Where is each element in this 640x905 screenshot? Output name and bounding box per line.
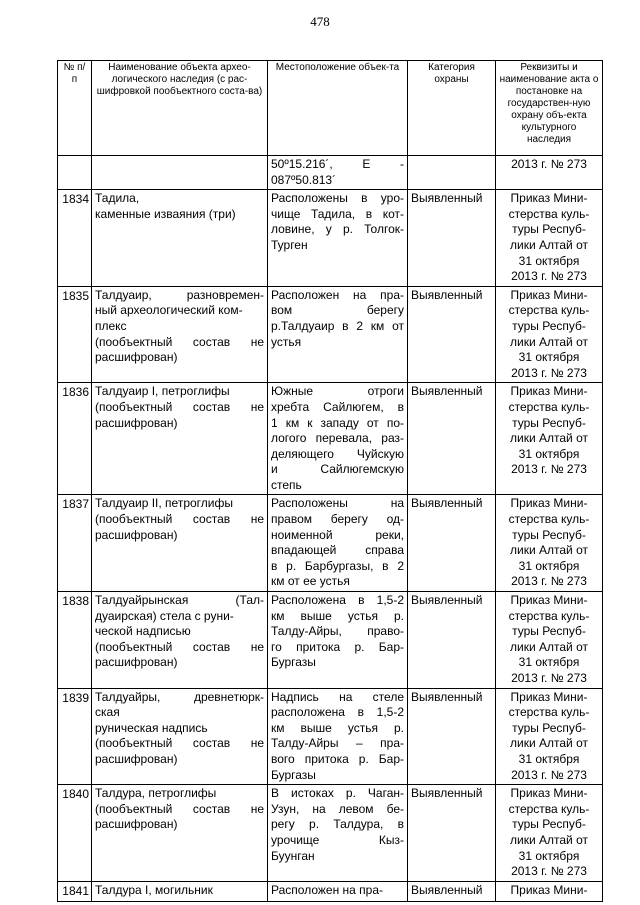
cell-location	[268, 592, 408, 689]
cell-line: туры Респуб-	[512, 720, 586, 735]
cell-line: расшифрован)	[95, 817, 178, 832]
header-location: Местоположение объек-та	[268, 61, 408, 156]
cell-line: туры Респуб-	[512, 415, 586, 430]
cell-line: 31 октября	[518, 848, 580, 863]
cell-line: ская	[95, 705, 120, 720]
cell-requisites	[496, 592, 603, 689]
cell-line: Расположена в 1,5-2	[271, 593, 404, 608]
cell-line: чище Тадила, в кот-	[271, 206, 404, 221]
cell-line: Приказ Мини-	[510, 191, 588, 206]
header-requisites: Реквизиты и наименование акта о постановке на государствен-ную охрану объ-екта культурного наследия	[496, 61, 603, 156]
cell-line: вом берегу	[271, 303, 404, 318]
cell-name	[92, 383, 268, 495]
cell-line: и Сайлюгемскую	[271, 462, 404, 477]
cell-line: туры Респуб-	[512, 624, 586, 639]
cell-line: 2013 г. № 273	[511, 462, 587, 477]
table-row	[58, 785, 603, 882]
cell-line: Турген	[271, 237, 308, 252]
cell-num: 1836	[58, 383, 92, 495]
cell-num: 1834	[58, 190, 92, 287]
cell-line: лики Алтай от	[510, 431, 588, 446]
cell-category: Выявленный	[408, 383, 496, 495]
cell-line: ловине, у р. Толгок-	[271, 222, 404, 237]
cell-category: Выявленный	[408, 190, 496, 287]
cell-name	[92, 495, 268, 592]
cell-location	[268, 383, 408, 495]
cell-location	[268, 286, 408, 383]
cell-line: Буунган	[271, 848, 315, 863]
cell-requisites: 2013 г. № 273	[496, 156, 603, 190]
cell-line: ческой надписью	[95, 624, 191, 639]
cell-line: расшифрован)	[95, 751, 178, 766]
cell-name	[92, 881, 268, 902]
cell-line: расшифрован)	[95, 655, 178, 670]
cell-num: 1841	[58, 881, 92, 902]
cell-line: расположена в 1,5-2	[271, 705, 404, 720]
cell-line: стерства куль-	[508, 801, 590, 816]
table-row	[58, 495, 603, 592]
cell-line: Талдуаир II, петроглифы	[95, 496, 233, 511]
table-header-row	[58, 61, 603, 156]
cell-line: 2013 г. № 273	[511, 767, 587, 782]
cell-line: ноименной реки,	[271, 527, 404, 542]
heritage-table	[57, 60, 603, 902]
cell-line: лики Алтай от	[510, 334, 588, 349]
cell-line: Приказ Мини-	[510, 689, 588, 704]
cell-line: Талдуайрынская (Тал-	[95, 593, 264, 608]
cell-line: туры Респуб-	[512, 318, 586, 333]
cell-line: Приказ Мини-	[510, 496, 588, 511]
cell-line: (пообъектный состав не	[95, 639, 264, 654]
page-number: 478	[310, 14, 330, 29]
cell-num: 1840	[58, 785, 92, 882]
cell-line: 50º15.216´, Е -	[271, 157, 404, 171]
cell-line: (пообъектный состав не	[95, 736, 264, 751]
cell-line: Расположен на пра-	[271, 882, 384, 897]
cell-line: 31 октября	[518, 655, 580, 670]
cell-location	[268, 881, 408, 902]
cell-line: р.Талдуаир в 2 км от	[271, 318, 404, 333]
cell-line: стерства куль-	[508, 512, 590, 527]
cell-line: Приказ Мини-	[510, 882, 588, 897]
table-row	[58, 286, 603, 383]
cell-name	[92, 592, 268, 689]
cell-line: устья	[271, 334, 302, 349]
cell-line: логого перевала, раз-	[271, 431, 404, 446]
cell-line: Талду-Айры – пра-	[271, 736, 404, 751]
cell-requisites	[496, 495, 603, 592]
cell-line: стерства куль-	[508, 705, 590, 720]
cell-line: 31 октября	[518, 253, 580, 268]
cell-line: 087º50.813´	[271, 172, 337, 187]
cell-line: каменные изваяния (три)	[95, 206, 236, 221]
cell-requisites	[496, 881, 603, 902]
cell-line: 2013 г. № 273	[511, 671, 587, 685]
cell-name	[92, 190, 268, 287]
cell-line: расшифрован)	[95, 350, 178, 365]
cell-line: лики Алтай от	[510, 736, 588, 751]
cell-line: 1 км к западу от по-	[271, 415, 404, 430]
cell-line: Талдуайры, древнетюрк-	[95, 689, 264, 704]
table-row	[58, 688, 603, 785]
cell-line: лики Алтай от	[510, 639, 588, 654]
cell-category: Выявленный	[408, 785, 496, 882]
cell-requisites	[496, 190, 603, 287]
cell-num: 1835	[58, 286, 92, 383]
cell-line: Приказ Мини-	[510, 786, 588, 801]
cell-category: Выявленный	[408, 688, 496, 785]
cell-category: Выявленный	[408, 286, 496, 383]
header-num: № п/п	[58, 61, 92, 156]
cell-requisites	[496, 286, 603, 383]
cell-category: Выявленный	[408, 592, 496, 689]
cell-line: 31 октября	[518, 751, 580, 766]
cell-category: Выявленный	[408, 495, 496, 592]
cell-line: Талду-Айры, право-	[271, 624, 404, 639]
cell-line: Надпись на стеле	[271, 689, 404, 704]
cell-line: (пообъектный состав не	[95, 399, 264, 414]
cell-num	[58, 156, 92, 190]
header-category: Категория охраны	[408, 61, 496, 156]
cell-line: Тадила,	[95, 191, 140, 206]
cell-line: 31 октября	[518, 446, 580, 461]
cell-line: ный археологический ком-	[95, 303, 243, 318]
table-row	[58, 383, 603, 495]
cell-category: Выявленный	[408, 881, 496, 902]
cell-line: в р. Барбургазы, в 2	[271, 558, 404, 573]
cell-line: Талдура I, могильник	[95, 882, 213, 897]
cell-category	[408, 156, 496, 190]
cell-line: плекс	[95, 318, 127, 333]
table-row	[58, 592, 603, 689]
cell-line: 31 октября	[518, 558, 580, 573]
cell-line: Южные отроги	[271, 384, 404, 399]
cell-line: го притока р. Бар-	[271, 639, 404, 654]
cell-line: Приказ Мини-	[510, 384, 588, 399]
cell-line: км выше устья р.	[271, 608, 404, 623]
cell-line: Расположен на пра-	[271, 287, 404, 302]
cell-line: 2013 г. № 273	[511, 365, 587, 380]
cell-line: В истоках р. Чаган-	[271, 786, 404, 801]
cell-line: (пообъектный состав не	[95, 801, 264, 816]
cell-line: Бургазы	[271, 655, 316, 670]
cell-requisites	[496, 785, 603, 882]
cell-name	[92, 286, 268, 383]
cell-line: лики Алтай от	[510, 237, 588, 252]
cell-num: 1839	[58, 688, 92, 785]
cell-location	[268, 688, 408, 785]
cell-location	[268, 495, 408, 592]
cell-line: (пообъектный состав не	[95, 512, 264, 527]
cell-line: хребта Сайлюгем, в	[271, 399, 404, 414]
cell-line: 2013 г. № 273	[511, 864, 587, 879]
cell-line: Узун, на левом бе-	[271, 801, 404, 816]
cell-line: руническая надпись	[95, 720, 208, 735]
table-row	[58, 190, 603, 287]
cell-line: Расположены на	[271, 496, 404, 511]
cell-requisites	[496, 688, 603, 785]
cell-line: лики Алтай от	[510, 832, 588, 847]
cell-location	[268, 785, 408, 882]
cell-num: 1837	[58, 495, 92, 592]
cell-line: Бургазы	[271, 767, 316, 782]
cell-line: Приказ Мини-	[510, 593, 588, 608]
cell-num: 1838	[58, 592, 92, 689]
cell-line: степь	[271, 477, 302, 492]
cell-name	[92, 785, 268, 882]
cell-line: Приказ Мини-	[510, 287, 588, 302]
table-row-continuation	[58, 156, 603, 190]
cell-line: лики Алтай от	[510, 543, 588, 558]
cell-line: 2013 г. № 273	[511, 574, 587, 589]
cell-line: 2013 г. № 273	[511, 269, 587, 284]
cell-line: км от ее устья	[271, 574, 350, 589]
cell-line: Талдура, петроглифы	[95, 786, 217, 801]
cell-line: туры Респуб-	[512, 222, 586, 237]
cell-line: расшифрован)	[95, 415, 178, 430]
cell-line: регу р. Талдура, в	[271, 817, 404, 832]
cell-line: урочище Кыз-	[271, 832, 404, 847]
cell-line: 31 октября	[518, 350, 580, 365]
cell-line: Расположены в уро-	[271, 191, 404, 206]
cell-location	[268, 156, 408, 190]
cell-line: (пообъектный состав не	[95, 334, 264, 349]
cell-line: деляющего Чуйскую	[271, 446, 404, 461]
cell-line: Талдуаир, разновремен-	[95, 287, 264, 302]
header-name: Наименование объекта архео-логического наследия (с рас-шифровкой пообъектного соста-ва)	[92, 61, 268, 156]
cell-line: вого притока р. Бар-	[271, 751, 404, 766]
cell-line: туры Респуб-	[512, 817, 586, 832]
table-row	[58, 881, 603, 902]
cell-requisites	[496, 383, 603, 495]
cell-line: стерства куль-	[508, 303, 590, 318]
cell-line: км выше устья р.	[271, 720, 404, 735]
cell-line: дуаирская) стела с руни-	[95, 608, 234, 623]
cell-line: расшифрован)	[95, 527, 178, 542]
cell-name	[92, 688, 268, 785]
cell-name	[92, 156, 268, 190]
cell-location	[268, 190, 408, 287]
cell-line: стерства куль-	[508, 206, 590, 221]
cell-line: туры Респуб-	[512, 527, 586, 542]
cell-line: впадающей справа	[271, 543, 404, 558]
cell-line: правом берегу од-	[271, 512, 404, 527]
cell-line: стерства куль-	[508, 399, 590, 414]
cell-line: стерства куль-	[508, 608, 590, 623]
cell-line: Талдуаир I, петроглифы	[95, 384, 230, 399]
